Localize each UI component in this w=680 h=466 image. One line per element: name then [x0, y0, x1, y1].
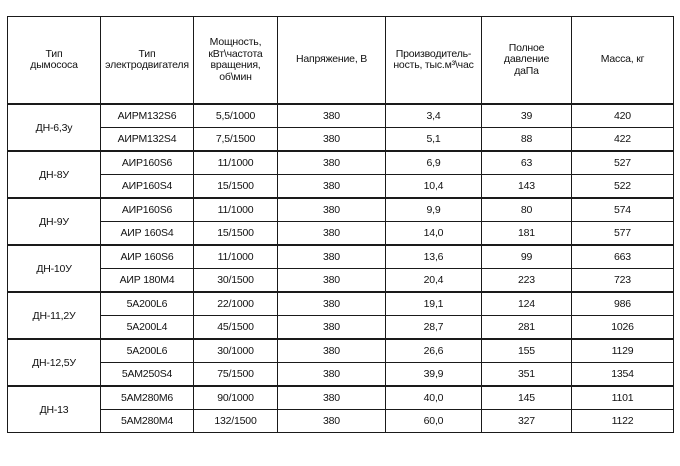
- power-cell: 75/1500: [194, 363, 278, 387]
- motor-cell: АИР 160S4: [101, 222, 194, 246]
- fan-type-cell: ДН-12,5У: [8, 339, 101, 386]
- header-pressure: Полное давление даПа: [482, 17, 572, 105]
- mass-cell: 577: [572, 222, 674, 246]
- power-cell: 7,5/1500: [194, 128, 278, 152]
- motor-cell: 5АМ280М4: [101, 410, 194, 433]
- fan-type-cell: ДН-13: [8, 386, 101, 433]
- table-row: [8, 339, 674, 363]
- pressure-cell: 155: [482, 339, 572, 363]
- power-cell: 11/1000: [194, 151, 278, 175]
- pressure-cell: 145: [482, 386, 572, 410]
- motor-cell: АИРМ132S6: [101, 104, 194, 128]
- mass-cell: 527: [572, 151, 674, 175]
- pressure-cell: 124: [482, 292, 572, 316]
- mass-cell: 1129: [572, 339, 674, 363]
- capacity-cell: 39,9: [386, 363, 482, 387]
- motor-cell: АИР160S6: [101, 198, 194, 222]
- voltage-cell: 380: [278, 175, 386, 199]
- motor-cell: 5А200L4: [101, 316, 194, 340]
- fan-type-cell: ДН-11,2У: [8, 292, 101, 339]
- capacity-cell: 28,7: [386, 316, 482, 340]
- header-row: [8, 17, 674, 105]
- mass-cell: 1026: [572, 316, 674, 340]
- voltage-cell: 380: [278, 269, 386, 293]
- motor-cell: 5А200L6: [101, 339, 194, 363]
- table-row: [8, 316, 674, 340]
- motor-cell: АИР160S4: [101, 175, 194, 199]
- voltage-cell: 380: [278, 245, 386, 269]
- power-cell: 11/1000: [194, 198, 278, 222]
- capacity-cell: 60,0: [386, 410, 482, 433]
- mass-cell: 1101: [572, 386, 674, 410]
- pressure-cell: 88: [482, 128, 572, 152]
- voltage-cell: 380: [278, 104, 386, 128]
- table-header: [8, 17, 674, 105]
- table-row: [8, 386, 674, 410]
- pressure-cell: 327: [482, 410, 572, 433]
- table-row: [8, 269, 674, 293]
- table-row: [8, 104, 674, 128]
- voltage-cell: 380: [278, 316, 386, 340]
- pressure-cell: 351: [482, 363, 572, 387]
- voltage-cell: 380: [278, 386, 386, 410]
- table-row: [8, 175, 674, 199]
- voltage-cell: 380: [278, 198, 386, 222]
- capacity-cell: 26,6: [386, 339, 482, 363]
- voltage-cell: 380: [278, 339, 386, 363]
- power-cell: 30/1500: [194, 269, 278, 293]
- pressure-cell: 63: [482, 151, 572, 175]
- voltage-cell: 380: [278, 128, 386, 152]
- mass-cell: 663: [572, 245, 674, 269]
- power-cell: 90/1000: [194, 386, 278, 410]
- voltage-cell: 380: [278, 410, 386, 433]
- mass-cell: 574: [572, 198, 674, 222]
- power-cell: 22/1000: [194, 292, 278, 316]
- motor-cell: АИРМ132S4: [101, 128, 194, 152]
- voltage-cell: 380: [278, 363, 386, 387]
- table-row: [8, 151, 674, 175]
- pressure-cell: 223: [482, 269, 572, 293]
- fan-type-cell: ДН-8У: [8, 151, 101, 198]
- spec-table-container: [7, 16, 673, 433]
- capacity-cell: 5,1: [386, 128, 482, 152]
- voltage-cell: 380: [278, 222, 386, 246]
- header-capacity: Производитель- ность, тыс.м³\час: [386, 17, 482, 105]
- voltage-cell: 380: [278, 292, 386, 316]
- table-row: [8, 363, 674, 387]
- table-row: [8, 292, 674, 316]
- capacity-cell: 13,6: [386, 245, 482, 269]
- capacity-cell: 40,0: [386, 386, 482, 410]
- capacity-cell: 10,4: [386, 175, 482, 199]
- header-power: Мощность, кВт\частота вращения, об\мин: [194, 17, 278, 105]
- header-mass: Масса, кг: [572, 17, 674, 105]
- table-row: [8, 410, 674, 433]
- pressure-cell: 80: [482, 198, 572, 222]
- power-cell: 11/1000: [194, 245, 278, 269]
- power-cell: 15/1500: [194, 175, 278, 199]
- pressure-cell: 143: [482, 175, 572, 199]
- header-voltage: Напряжение, В: [278, 17, 386, 105]
- capacity-cell: 14,0: [386, 222, 482, 246]
- fan-type-cell: ДН-9У: [8, 198, 101, 245]
- mass-cell: 723: [572, 269, 674, 293]
- table-row: [8, 198, 674, 222]
- header-fan-type: Тип дымососа: [8, 17, 101, 105]
- table-row: [8, 222, 674, 246]
- capacity-cell: 3,4: [386, 104, 482, 128]
- capacity-cell: 9,9: [386, 198, 482, 222]
- fan-type-cell: ДН-10У: [8, 245, 101, 292]
- fan-type-cell: ДН-6,3у: [8, 104, 101, 151]
- mass-cell: 422: [572, 128, 674, 152]
- capacity-cell: 19,1: [386, 292, 482, 316]
- mass-cell: 522: [572, 175, 674, 199]
- capacity-cell: 6,9: [386, 151, 482, 175]
- power-cell: 5,5/1000: [194, 104, 278, 128]
- motor-cell: 5АМ280М6: [101, 386, 194, 410]
- voltage-cell: 380: [278, 151, 386, 175]
- header-motor-type: Тип электродвигателя: [101, 17, 194, 105]
- mass-cell: 1122: [572, 410, 674, 433]
- power-cell: 15/1500: [194, 222, 278, 246]
- pressure-cell: 39: [482, 104, 572, 128]
- mass-cell: 1354: [572, 363, 674, 387]
- spec-table: [7, 16, 674, 433]
- pressure-cell: 181: [482, 222, 572, 246]
- table-row: [8, 128, 674, 152]
- mass-cell: 986: [572, 292, 674, 316]
- power-cell: 30/1000: [194, 339, 278, 363]
- motor-cell: 5А200L6: [101, 292, 194, 316]
- pressure-cell: 99: [482, 245, 572, 269]
- capacity-cell: 20,4: [386, 269, 482, 293]
- motor-cell: АИР 160S6: [101, 245, 194, 269]
- motor-cell: 5АМ250S4: [101, 363, 194, 387]
- pressure-cell: 281: [482, 316, 572, 340]
- mass-cell: 420: [572, 104, 674, 128]
- motor-cell: АИР 180М4: [101, 269, 194, 293]
- table-body: [8, 104, 674, 433]
- power-cell: 45/1500: [194, 316, 278, 340]
- power-cell: 132/1500: [194, 410, 278, 433]
- table-row: [8, 245, 674, 269]
- motor-cell: АИР160S6: [101, 151, 194, 175]
